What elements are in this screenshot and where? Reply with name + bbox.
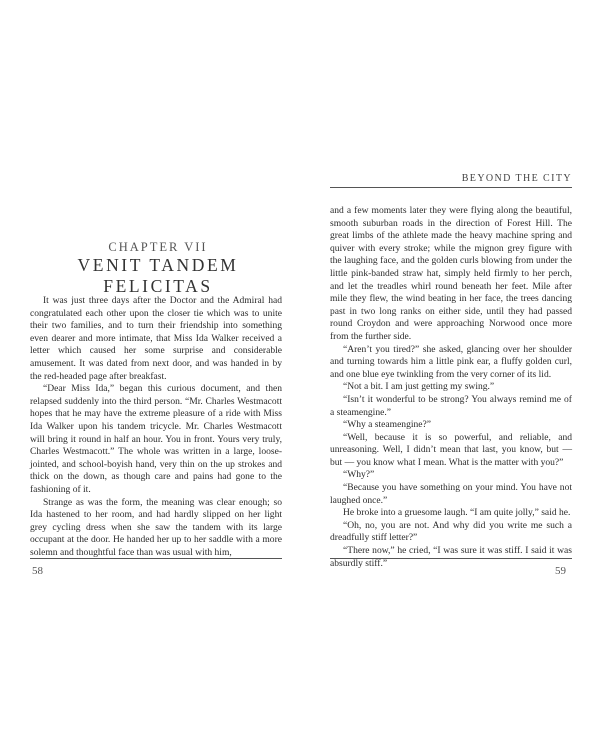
paragraph: It was just three days after the Doctor and the Admiral had congratulated each other upon the closer tie which was to unite their two families, and to turn their friendship into something even dearer and more intimate, that Miss Ida Walker received a letter which caused her some surprise and considerable amusement. It was dated from next door, and was handed in by the red-headed page after breakfast. <box>30 295 282 382</box>
page-number: 58 <box>32 565 43 577</box>
paragraph: and a few moments later they were flying along the beautiful, smooth suburban roads in the direction of Forest Hill. The great limbs of the athlete made the heavy machine spring and quiver with every stroke; while the mignon grey figure with the laughing face, and the golden curls blowing from under the little pink-banded straw hat, simply held firmly to her perch, and let the treadles whirl round beneath her feet. Mile after mile they flew, the wind beating in her face, the trees dancing past in two long ranks on either side, until they had passed round Croydon and were approaching Norwood once more from the further side. <box>330 205 572 342</box>
header-rule <box>330 187 572 188</box>
paragraph: “Not a bit. I am just getting my swing.” <box>343 381 495 393</box>
paragraph: “There now,” he cried, “I was sure it was stiff. I said it was absurdly stiff.” <box>330 545 572 569</box>
chapter-title: VENIT TANDEM FELICITAS <box>77 255 239 296</box>
paragraph: Strange as was the form, the meaning was clear enough; so Ida hastened to her room, and had hardly slipped on her light grey cycling dress when she saw the tandem with its large occupant at the door. He handed her up to her saddle with a more solemn and thoughtful face than was usual with him, <box>30 496 282 558</box>
footer-rule <box>330 558 572 559</box>
right-body-text <box>330 205 572 570</box>
paragraph: “Dear Miss Ida,” began this curious document, and then relapsed suddenly into the third person. “Mr. Charles Westmacott hopes that he may have the extreme pleasure of a ride with Miss Ida Walker upon his tandem tricycle. Mr. Charles Westmacott will bring it round in half an hour. You in front. Yours very truly, Charles Westmacott.” The whole was written in a large, loose-jointed, and school-boyish hand, very thin on the up strokes and thick on the down, as though care and pains had gone to the fashioning of it. <box>30 383 282 495</box>
paragraph: “Well, because it is so powerful, and reliable, and unreasoning. Well, I didn’t mean that last, you know, but — but — you know what I mean. What is the matter with you?” <box>330 431 572 468</box>
paragraph: “Because you have something on your mind. You have not laughed once.” <box>330 482 572 506</box>
paragraph: He broke into a gruesome laugh. “I am quite jolly,” said he. <box>343 507 571 519</box>
footer-rule <box>30 558 282 559</box>
paragraph: “Why a steamengine?” <box>343 419 431 431</box>
paragraph: “Isn’t it wonderful to be strong? You always remind me of a steamengine.” <box>330 393 572 418</box>
paragraph: “Oh, no, you are not. And why did you write me such a dreadfully stiff letter?” <box>330 519 572 544</box>
left-body-text <box>30 295 282 559</box>
chapter-number: CHAPTER VII <box>108 240 208 254</box>
paragraph: “Aren’t you tired?” she asked, glancing over her shoulder and turning towards him a little pink ear, a fluffy golden curl, and one blue eye twinkling from the very corner of its lid. <box>330 343 572 380</box>
running-head: BEYOND THE CITY <box>461 173 572 184</box>
paragraph: “Why?” <box>343 469 375 481</box>
page-number: 59 <box>555 565 566 577</box>
